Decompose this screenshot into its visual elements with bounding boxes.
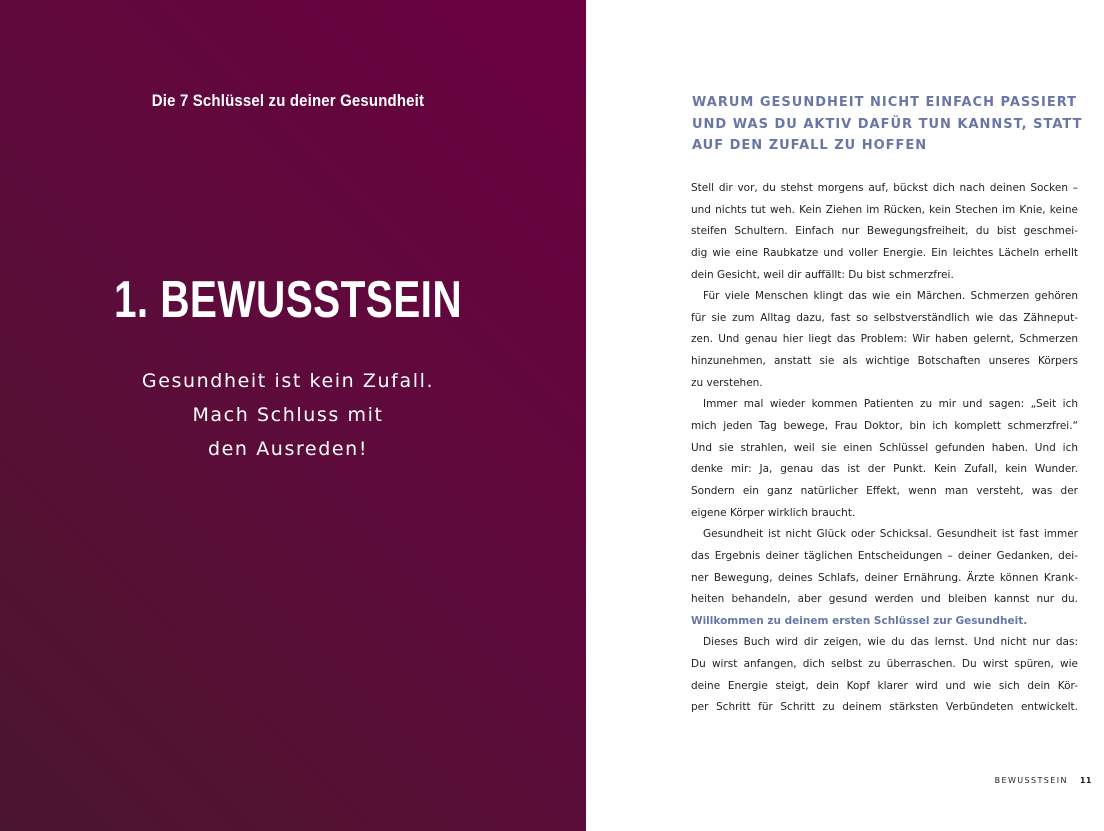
text-page (586, 0, 1104, 831)
body-line: Und sie strahlen, weil sie einen Schlüssel gefunden haben. Und ich (691, 441, 1078, 454)
heading-line: WARUM GESUNDHEIT NICHT EINFACH PASSIERT (692, 95, 1078, 110)
body-line: deine Energie steigt, dein Kopf klarer wird und wie sich dein Kör- (691, 679, 1078, 692)
heading-line: AUF DEN ZUFALL ZU HOFFEN (692, 138, 928, 153)
heading-line: UND WAS DU AKTIV DAFÜR TUN KANNST, STATT (692, 116, 1083, 132)
body-line: für sie zum Alltag dazu, fast so selbstverständlich wie das Zähneput- (691, 311, 1078, 324)
body-line: dein Gesicht, weil dir auffällt: Du bist schmerzfrei. (691, 268, 954, 281)
subtitle-line: Mach Schluss mit (192, 404, 384, 426)
subtitle-line: den Ausreden! (207, 438, 369, 460)
body-line: per Schritt für Schritt zu deinem stärksten Verbündeten entwickelt. (691, 701, 1078, 714)
body-line: Stell dir vor, du stehst morgens auf, bückst dich nach deinen Socken – (691, 182, 1078, 194)
body-line: heiten behandeln, aber gesund werden und bleiben kannst nur du. (691, 593, 1078, 606)
body-line: Sondern ein ganz natürlicher Effekt, wenn man versteht, was der (691, 484, 1078, 497)
page-number: 11 (1079, 776, 1092, 785)
body-line: Gesundheit ist nicht Glück oder Schicksal. Gesundheit ist fast immer (703, 528, 1078, 541)
body-line: zu verstehen. (691, 376, 763, 389)
body-line: denke mir: Ja, genau das ist der Punkt. Kein Zufall, kein Wunder. (691, 463, 1078, 476)
body-line: eigene Körper wirklich braucht. (691, 506, 856, 519)
body-line: ner Bewegung, deines Schlafs, deiner Ernährung. Ärzte können Krank- (691, 571, 1078, 584)
body-text (691, 178, 1078, 719)
body-line: und nichts tut weh. Kein Ziehen im Rücken, kein Stechen im Knie, keine (691, 203, 1078, 216)
body-line: Für viele Menschen klingt das wie ein Märchen. Schmerzen gehören (703, 290, 1078, 303)
body-line: das Ergebnis deiner täglichen Entscheidungen – deiner Gedanken, dei- (691, 549, 1078, 562)
section-heading (692, 92, 1092, 157)
body-line: Immer mal wieder kommen Patienten zu mir und sagen: „Seit ich (703, 398, 1078, 411)
body-line: zen. Und genau hier liegt das Problem: Wir haben gelernt, Schmerzen (691, 333, 1078, 346)
body-line: hinzunehmen, anstatt sie als wichtige Botschaften unseres Körpers (691, 355, 1078, 368)
highlighted-line: Willkommen zu deinem ersten Schlüssel zur Gesundheit. (691, 614, 1028, 627)
body-line: steifen Schultern. Einfach nur Bewegungsfreiheit, du bist geschmei- (691, 225, 1078, 238)
book-title: Die 7 Schlüssel zu deiner Gesundheit (151, 91, 425, 110)
subtitle-line: Gesundheit ist kein Zufall. (141, 370, 435, 392)
body-line: dig wie eine Raubkatze und voller Energie. Ein leichtes Lächeln erhellt (691, 246, 1078, 259)
body-line: Dieses Buch wird dir zeigen, wie du das lernst. Und nicht nur das: (703, 636, 1078, 649)
page-footer (586, 776, 1092, 785)
footer-chapter-label: BEWUSSTSEIN (994, 776, 1068, 785)
chapter-title: 1. BEWUSSTSEIN (113, 271, 463, 329)
body-line: mich jeden Tag bewege, Frau Doktor, bin ich komplett schmerzfrei.“ (691, 420, 1078, 433)
body-line: Du wirst anfangen, dich selbst zu überraschen. Du wirst spüren, wie (691, 658, 1078, 671)
chapter-subtitle (0, 364, 576, 466)
